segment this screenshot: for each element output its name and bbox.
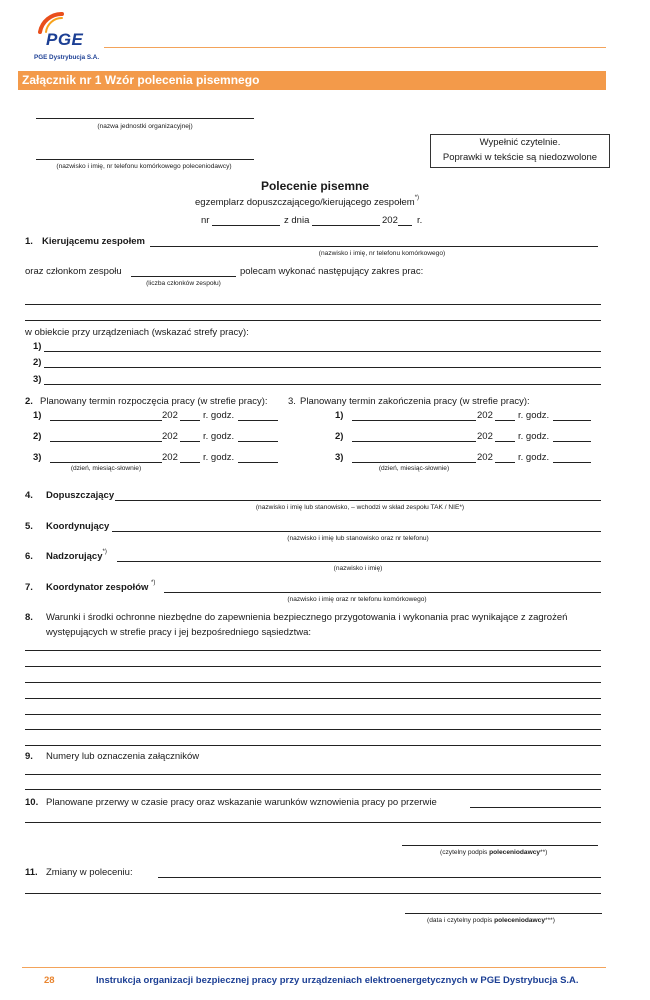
s2-row-3-date[interactable] xyxy=(50,462,162,463)
year-prefix: 202 xyxy=(382,215,398,226)
s1-label: Kierującemu zespołem xyxy=(42,236,145,247)
s6-num: 6. xyxy=(25,551,33,562)
s2-row-2-yearfield[interactable] xyxy=(180,441,200,442)
s5-label: Koordynujący xyxy=(46,521,110,532)
s6-mark: *) xyxy=(102,549,107,555)
org-unit-line[interactable] xyxy=(36,118,254,119)
org-unit-caption: (nazwa jednostki organizacyjnej) xyxy=(97,123,193,130)
s9-num: 9. xyxy=(25,751,33,762)
s3-row-1-hourfield[interactable] xyxy=(553,420,591,421)
s9-label: Numery lub oznaczenia załączników xyxy=(46,751,200,762)
s9-field-line-2[interactable] xyxy=(25,789,601,790)
s10-field-line-1[interactable] xyxy=(25,822,601,823)
doc-subtitle-wrap xyxy=(195,197,419,208)
s10-sign-bold: poleceniodawcy xyxy=(489,849,541,856)
annex-title-bar xyxy=(18,71,606,90)
s3-num: 3. xyxy=(288,396,296,407)
logo-text: PGE xyxy=(46,30,84,49)
s8-field-line-5[interactable] xyxy=(25,714,601,715)
s4-caption: (nazwisko i imię lub stanowisko, – wchodzi w skład zespołu TAK / NIE*) xyxy=(255,504,465,511)
s2-row-2-hour: r. godz. xyxy=(203,431,235,442)
s3-end-label: Planowany termin zakończenia pracy (w strefie pracy): xyxy=(300,396,530,407)
s1-item-1-line[interactable] xyxy=(44,351,601,352)
s1-leader-line[interactable] xyxy=(150,246,598,247)
s1-item-3-line[interactable] xyxy=(44,384,601,385)
notice-box xyxy=(430,134,610,168)
s8-field-line-7[interactable] xyxy=(25,745,601,746)
s8-num: 8. xyxy=(25,612,33,623)
s2-row-1-date[interactable] xyxy=(50,420,162,421)
s3-row-3-year: 202 xyxy=(477,452,493,463)
s2-row-2: 2) xyxy=(33,431,42,442)
s3-row-2-date[interactable] xyxy=(352,441,476,442)
s2-row-3-yearfield[interactable] xyxy=(180,462,200,463)
s3-row-2: 2) xyxy=(335,431,344,442)
s10-label: Planowane przerwy w czasie pracy oraz wskazanie warunków wznowienia pracy po przerwie xyxy=(46,797,437,808)
s11-sign-pre: (data i czytelny podpis xyxy=(427,917,495,924)
s1-item-2-line[interactable] xyxy=(44,367,601,368)
s1-members-caption: (liczba członków zespołu) xyxy=(146,280,221,287)
footer-rule xyxy=(22,967,606,968)
s8-field-line-3[interactable] xyxy=(25,682,601,683)
s3-row-3-hourfield[interactable] xyxy=(553,462,591,463)
s2-row-3: 3) xyxy=(33,452,42,463)
s6-label-wrap xyxy=(46,551,107,562)
s1-object-label: w obiekcie przy urządzeniach (wskazać strefy pracy): xyxy=(25,327,249,338)
s5-line[interactable] xyxy=(112,531,601,532)
date-field[interactable] xyxy=(312,225,380,226)
s11-num: 11. xyxy=(25,867,38,878)
s2-row-2-hourfield[interactable] xyxy=(238,441,278,442)
s7-line[interactable] xyxy=(164,592,601,593)
s4-label: Dopuszczający xyxy=(46,490,115,501)
s4-num: 4. xyxy=(25,490,33,501)
header-rule xyxy=(104,47,606,48)
s8-field-line-2[interactable] xyxy=(25,666,601,667)
year-suffix: r. xyxy=(417,215,423,226)
s2-row-1-hour: r. godz. xyxy=(203,410,235,421)
s2-num: 2. xyxy=(25,396,33,407)
s3-row-3-hour: r. godz. xyxy=(518,452,550,463)
s3-row-3: 3) xyxy=(335,452,344,463)
s3-row-2-year: 202 xyxy=(477,431,493,442)
doc-subtitle-mark: *) xyxy=(414,195,420,201)
s8-field-line-6[interactable] xyxy=(25,729,601,730)
s1-scope-line-2[interactable] xyxy=(25,320,601,321)
s8-line2: występujących w strefie pracy i jej bezpośredniego sąsiedztwa: xyxy=(46,627,312,638)
s10-sign-pre: (czytelny podpis xyxy=(440,849,490,856)
s2-start-label: Planowany termin rozpoczęcia pracy (w strefie pracy): xyxy=(40,396,268,407)
date-label: z dnia xyxy=(284,215,310,226)
s2-row-2-year: 202 xyxy=(162,431,178,442)
s1-members-field[interactable] xyxy=(131,276,236,277)
s3-row-1-hour: r. godz. xyxy=(518,410,550,421)
s10-signature-line[interactable] xyxy=(402,845,598,846)
s6-line[interactable] xyxy=(117,561,601,562)
annex-title: Załącznik nr 1 Wzór polecenia pisemnego xyxy=(22,73,260,87)
s11-sign-bold: poleceniodawcy xyxy=(494,917,546,924)
s3-row-3-yearfield[interactable] xyxy=(495,462,515,463)
s5-num: 5. xyxy=(25,521,33,532)
s1-item-1: 1) xyxy=(33,341,42,352)
s3-row-1: 1) xyxy=(335,410,344,421)
notice-line1: Wypełnić czytelnie. xyxy=(479,137,561,148)
s5-caption: (nazwisko i imię lub stanowisko oraz nr telefonu) xyxy=(287,535,429,542)
doc-title: Polecenie pisemne xyxy=(260,179,370,193)
s2-row-1-hourfield[interactable] xyxy=(238,420,278,421)
s10-sign-post: **) xyxy=(540,849,548,856)
s11-field-line-1[interactable] xyxy=(25,893,601,894)
s1-item-3: 3) xyxy=(33,374,42,385)
s11-signature-line[interactable] xyxy=(405,913,602,914)
page-number: 28 xyxy=(44,975,55,986)
notice-line2: Poprawki w tekście są niedozwolone xyxy=(442,152,598,163)
s7-num: 7. xyxy=(25,582,33,593)
s7-label-wrap xyxy=(46,582,155,593)
s3-date-caption: (dzień, miesiąc-słownie) xyxy=(378,465,450,472)
s10-signature-caption xyxy=(440,849,547,856)
s1-scope-line-1[interactable] xyxy=(25,304,601,305)
s11-inline-field[interactable] xyxy=(158,877,601,878)
s2-row-2-date[interactable] xyxy=(50,441,162,442)
s1-num: 1. xyxy=(25,236,33,247)
issuer-caption: (nazwisko i imię, nr telefonu komórkowego poleceniodawcy) xyxy=(56,163,232,170)
s6-label: Nadzorujący xyxy=(46,551,103,562)
nr-label: nr xyxy=(201,215,210,226)
s1-item-2: 2) xyxy=(33,357,42,368)
nr-field[interactable] xyxy=(212,225,280,226)
s1-members-pre: oraz członkom zespołu xyxy=(25,266,122,277)
s2-row-3-hourfield[interactable] xyxy=(238,462,278,463)
s3-row-1-date[interactable] xyxy=(352,420,476,421)
s3-row-3-date[interactable] xyxy=(352,462,476,463)
doc-subtitle: egzemplarz dopuszczającego/kierującego zespołem xyxy=(195,197,415,208)
logo-company: PGE Dystrybucja S.A. xyxy=(34,54,100,61)
s7-caption: (nazwisko i imię oraz nr telefonu komórkowego) xyxy=(287,596,427,603)
s2-row-3-hour: r. godz. xyxy=(203,452,235,463)
footer-text: Instrukcja organizacji bezpiecznej pracy przy urządzeniach elektroenergetycznych w PGE Dystrybucja S.A. xyxy=(96,975,579,986)
s9-field-line-1[interactable] xyxy=(25,774,601,775)
s6-caption: (nazwisko i imię) xyxy=(333,565,383,572)
s11-signature-caption xyxy=(427,917,555,924)
s8-field-line-1[interactable] xyxy=(25,650,601,651)
s8-field-line-4[interactable] xyxy=(25,698,601,699)
s2-row-1: 1) xyxy=(33,410,42,421)
s3-row-1-year: 202 xyxy=(477,410,493,421)
s2-row-3-year: 202 xyxy=(162,452,178,463)
s8-line1: Warunki i środki ochronne niezbędne do zapewnienia bezpiecznego przygotowania i wykonania prac wynikające z zagrożeń xyxy=(46,612,568,623)
s3-row-2-yearfield[interactable] xyxy=(495,441,515,442)
s2-row-1-year: 202 xyxy=(162,410,178,421)
s3-row-1-yearfield[interactable] xyxy=(495,420,515,421)
s3-row-2-hourfield[interactable] xyxy=(553,441,591,442)
s11-label: Zmiany w poleceniu: xyxy=(46,867,133,878)
s7-label: Koordynator zespołów xyxy=(46,582,149,593)
s3-row-2-hour: r. godz. xyxy=(518,431,550,442)
s7-mark: *) xyxy=(151,580,156,586)
s1-caption: (nazwisko i imię, nr telefonu komórkowego) xyxy=(318,250,446,257)
s10-num: 10. xyxy=(25,797,39,808)
year-field[interactable] xyxy=(398,225,412,226)
s4-line[interactable] xyxy=(115,500,601,501)
s10-inline-field[interactable] xyxy=(470,807,601,808)
s2-date-caption: (dzień, miesiąc-słownie) xyxy=(70,465,142,472)
pge-logo xyxy=(32,12,104,62)
s1-members-post: polecam wykonać następujący zakres prac: xyxy=(240,266,424,277)
s2-row-1-yearfield[interactable] xyxy=(180,420,200,421)
s11-sign-post: ***) xyxy=(545,917,555,924)
issuer-line[interactable] xyxy=(36,159,254,160)
